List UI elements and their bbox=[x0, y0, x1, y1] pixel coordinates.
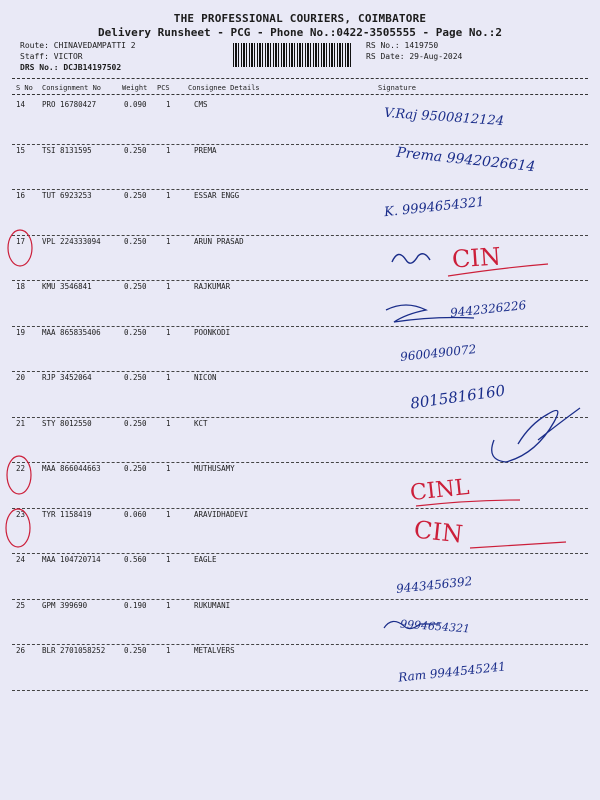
weight-value: 0.250 bbox=[124, 646, 147, 655]
serial-number: 17 bbox=[16, 236, 26, 246]
col-pcs-header: PCS bbox=[157, 84, 170, 92]
pieces-count: 1 bbox=[166, 464, 171, 473]
weight-value: 0.250 bbox=[124, 464, 147, 473]
pieces-count: 1 bbox=[166, 373, 171, 382]
consignee-name: NICON bbox=[194, 373, 217, 382]
consignment-number: TSI 8131595 bbox=[42, 145, 92, 155]
handwritten-signature: 9994654321 bbox=[399, 617, 471, 636]
consignee-name: MUTHUSAMY bbox=[194, 464, 235, 473]
scribble-signature-17 bbox=[392, 254, 430, 263]
cancel-mark: CINL bbox=[408, 474, 471, 507]
consignment-number: MAA 104720714 bbox=[42, 555, 101, 564]
rs-number: RS No.: 1419750 bbox=[366, 41, 439, 50]
consignment-number: TUT 6923253 bbox=[42, 191, 92, 200]
serial-number: 24 bbox=[16, 555, 26, 564]
handwritten-signature: V.Raj 9500812124 bbox=[383, 105, 505, 130]
serial-number: 15 bbox=[16, 145, 26, 155]
serial-number: 18 bbox=[16, 282, 26, 291]
red-circle-17 bbox=[8, 230, 32, 266]
consignee-name: ARUN PRASAD bbox=[194, 236, 244, 246]
pieces-count: 1 bbox=[166, 100, 171, 109]
pieces-count: 1 bbox=[166, 555, 171, 564]
consignment-number: MAA 866044663 bbox=[42, 464, 101, 473]
weight-value: 0.060 bbox=[124, 509, 147, 519]
red-stroke-23 bbox=[470, 542, 566, 548]
handwritten-signature: 8015816160 bbox=[409, 381, 507, 413]
consignment-number: TYR 1158419 bbox=[42, 509, 92, 519]
pieces-count: 1 bbox=[166, 509, 171, 519]
consignment-number: BLR 2701058252 bbox=[42, 646, 106, 655]
cancel-mark: CIN bbox=[451, 242, 502, 274]
weight-value: 0.250 bbox=[124, 236, 147, 246]
serial-number: 20 bbox=[16, 373, 26, 382]
consignee-name: PREMA bbox=[194, 145, 217, 155]
route-label: Route: CHINAVEDAMPATTI 2 bbox=[20, 41, 136, 50]
red-circle-22 bbox=[7, 456, 31, 494]
red-circle-23 bbox=[6, 509, 30, 547]
weight-value: 0.250 bbox=[124, 191, 147, 200]
consignee-name: ESSAR ENGG bbox=[194, 191, 240, 200]
weight-value: 0.250 bbox=[124, 145, 147, 155]
scribble-signature-21 bbox=[492, 410, 558, 462]
col-consignee-header: Consignee Details bbox=[188, 84, 260, 92]
runsheet-subtitle: Delivery Runsheet - PCG - Phone No.:0422-3505555 - Page No.:2 bbox=[98, 26, 502, 39]
pieces-count: 1 bbox=[166, 236, 171, 246]
consignee-name: KCT bbox=[194, 418, 208, 428]
serial-number: 14 bbox=[16, 100, 26, 109]
pieces-count: 1 bbox=[166, 646, 171, 655]
pieces-count: 1 bbox=[166, 145, 171, 155]
consignee-name: EAGLE bbox=[194, 555, 217, 564]
handwritten-signature: K. 9994654321 bbox=[383, 194, 486, 221]
pieces-count: 1 bbox=[166, 600, 171, 610]
consignment-number: VPL 224333094 bbox=[42, 236, 101, 246]
serial-number: 23 bbox=[16, 509, 26, 519]
serial-number: 22 bbox=[16, 464, 26, 473]
serial-number: 26 bbox=[16, 646, 26, 655]
serial-number: 19 bbox=[16, 327, 26, 337]
handwritten-signature: Ram 9944545241 bbox=[397, 659, 507, 685]
pieces-count: 1 bbox=[166, 418, 171, 428]
consignment-number: MAA 865835406 bbox=[42, 327, 101, 337]
consignment-number: KMU 3546841 bbox=[42, 282, 92, 291]
consignment-number: RJP 3452064 bbox=[42, 373, 92, 382]
col-sno-header: S No bbox=[16, 84, 33, 92]
scribble-tail-21 bbox=[538, 408, 580, 440]
consignee-name: RAJKUMAR bbox=[194, 282, 231, 291]
handwritten-signature: Prema 9942026614 bbox=[395, 144, 537, 176]
consignee-name: POONKODI bbox=[194, 327, 231, 337]
weight-value: 0.090 bbox=[124, 100, 147, 109]
staff-label: Staff: VICTOR bbox=[20, 52, 83, 61]
serial-number: 25 bbox=[16, 600, 26, 610]
weight-value: 0.250 bbox=[124, 418, 147, 428]
rs-date: RS Date: 29-Aug-2024 bbox=[366, 52, 463, 61]
weight-value: 0.250 bbox=[124, 327, 147, 337]
handwritten-signature: 9443456392 bbox=[395, 574, 473, 596]
weight-value: 0.560 bbox=[124, 555, 147, 564]
weight-value: 0.250 bbox=[124, 282, 147, 291]
handwritten-signature: 9600490072 bbox=[399, 342, 477, 364]
consignee-name: RUKUMANI bbox=[194, 600, 231, 610]
consignment-number: GPM 399690 bbox=[42, 600, 88, 610]
weight-value: 0.250 bbox=[124, 373, 147, 382]
col-consignment-header: Consignment No bbox=[42, 84, 102, 92]
col-signature-header: Signature bbox=[378, 84, 416, 92]
consignment-number: PRO 16780427 bbox=[42, 100, 97, 109]
company-title: THE PROFESSIONAL COURIERS, COIMBATORE bbox=[173, 12, 427, 25]
drs-number: DRS No.: DCJB14197502 bbox=[20, 63, 122, 72]
consignee-name: ARAVIDHADEVI bbox=[194, 509, 249, 519]
consignment-number: STY 8012550 bbox=[42, 418, 92, 428]
handwritten-signature: 9442326226 bbox=[449, 298, 527, 320]
serial-number: 16 bbox=[16, 191, 26, 200]
pieces-count: 1 bbox=[166, 282, 171, 291]
pieces-count: 1 bbox=[166, 327, 171, 337]
consignee-name: CMS bbox=[194, 100, 208, 109]
pieces-count: 1 bbox=[166, 191, 171, 200]
consignee-name: METALVERS bbox=[194, 646, 235, 655]
serial-number: 21 bbox=[16, 418, 26, 428]
cancel-mark: CIN bbox=[412, 515, 465, 549]
weight-value: 0.190 bbox=[124, 600, 147, 610]
col-weight-header: Weight bbox=[122, 84, 148, 92]
